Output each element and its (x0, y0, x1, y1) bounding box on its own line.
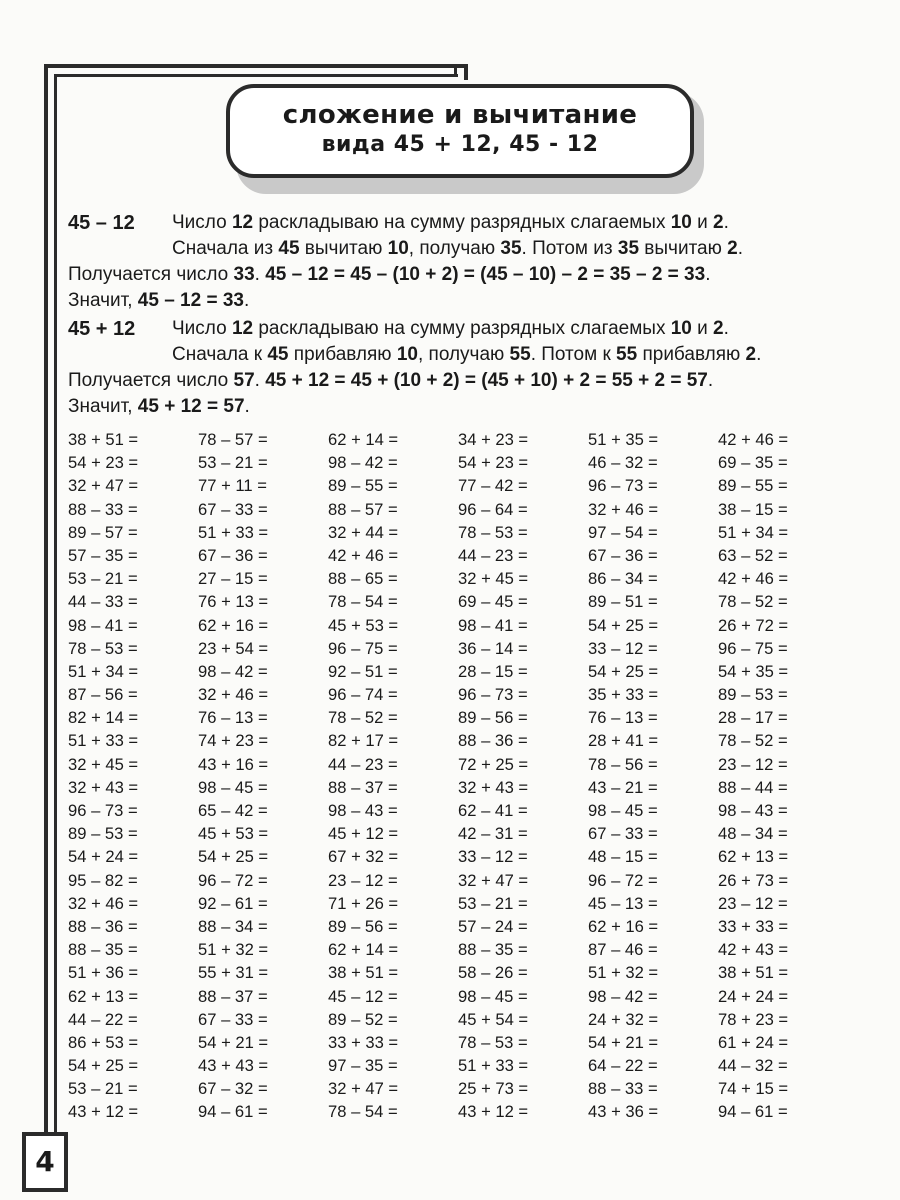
exercise-item: 74 + 15 = (718, 1079, 789, 1099)
exercise-item: 23 + 54 = (198, 638, 269, 658)
exercise-item: 51 + 33 = (68, 731, 139, 751)
exercise-item: 42 + 46 = (718, 569, 789, 589)
exercise-item: 86 + 53 = (68, 1032, 139, 1052)
exercise-item: 78 – 54 = (328, 592, 398, 612)
exercise-item: 32 + 45 = (458, 569, 529, 589)
exercise-item: 32 + 46 = (588, 499, 659, 519)
exercise-item: 44 – 23 = (458, 545, 528, 565)
exercise-item: 32 + 45 = (68, 754, 139, 774)
exercise-item: 54 + 21 = (588, 1032, 659, 1052)
exercise-item: 97 – 35 = (328, 1056, 398, 1076)
exercise-item: 43 + 12 = (458, 1102, 529, 1122)
exercise-item: 58 – 26 = (458, 963, 528, 983)
exercise-item: 53 – 21 = (458, 893, 528, 913)
exercise-item: 88 – 37 = (328, 777, 398, 797)
exercise-item: 76 – 13 = (198, 708, 268, 728)
exercise-item: 92 – 51 = (328, 661, 398, 681)
exercise-item: 86 – 34 = (588, 569, 658, 589)
explanation-line: Значит, 45 + 12 = 57. (68, 396, 250, 417)
exercise-item: 88 – 37 = (198, 986, 268, 1006)
exercise-column (458, 428, 588, 1124)
exercise-item: 26 + 72 = (718, 615, 789, 635)
exercise-item: 88 – 34 = (198, 916, 268, 936)
exercise-item: 97 – 54 = (588, 522, 658, 542)
explanation-label: 45 + 12 (68, 318, 136, 340)
exercise-item: 89 – 55 = (718, 476, 788, 496)
exercise-item: 89 – 53 = (68, 824, 138, 844)
exercise-item: 51 + 33 = (198, 522, 269, 542)
exercise-item: 96 – 72 = (198, 870, 268, 890)
exercise-item: 98 – 42 = (198, 661, 268, 681)
exercise-item: 89 – 55 = (328, 476, 398, 496)
explanation-line: Значит, 45 – 12 = 33. (68, 290, 250, 311)
page-number: 4 (22, 1132, 68, 1192)
exercise-item: 98 – 41 = (68, 615, 138, 635)
exercise-item: 54 + 25 = (198, 847, 269, 867)
exercise-item: 51 + 35 = (588, 430, 659, 449)
explanation-line: Получается число 57. 45 + 12 = 45 + (10 + 2) = (45 + 10) + 2 = 55 + 2 = 57. (68, 370, 714, 391)
exercise-item: 96 – 75 = (328, 638, 398, 658)
exercise-item: 78 + 23 = (718, 1009, 789, 1029)
exercise-item: 33 – 12 = (588, 638, 658, 658)
exercise-item: 62 – 41 = (458, 801, 528, 820)
exercise-item: 89 – 51 = (588, 592, 658, 612)
exercise-item: 67 – 33 = (198, 1009, 268, 1029)
exercise-grid (68, 428, 868, 1124)
exercise-item: 42 – 31 = (458, 824, 528, 844)
exercise-item: 88 – 33 = (588, 1079, 658, 1099)
exercise-item: 67 – 32 = (198, 1079, 268, 1099)
exercise-item: 65 – 42 = (198, 801, 268, 820)
exercise-item: 96 – 75 = (718, 638, 788, 658)
exercise-item: 96 – 72 = (588, 870, 658, 890)
exercise-item: 78 – 53 = (458, 522, 528, 542)
exercise-item: 78 – 53 = (458, 1032, 528, 1052)
exercise-item: 54 + 21 = (198, 1032, 269, 1052)
exercise-item: 67 – 36 = (198, 545, 268, 565)
exercise-item: 43 + 12 = (68, 1102, 139, 1122)
exercise-item: 94 – 61 = (198, 1102, 268, 1122)
explanation-line: Число 12 раскладываю на сумму разрядных слагаемых 10 и 2. (172, 212, 729, 233)
exercise-item: 24 + 32 = (588, 1009, 659, 1029)
exercise-item: 32 + 47 = (68, 476, 139, 496)
exercise-item: 87 – 46 = (588, 940, 658, 960)
exercise-column (588, 428, 718, 1124)
exercise-item: 32 + 44 = (328, 522, 399, 542)
exercise-item: 48 – 15 = (588, 847, 658, 867)
exercise-item: 32 + 43 = (68, 777, 139, 797)
explanation-addition (68, 316, 858, 420)
exercise-item: 51 + 32 = (198, 940, 269, 960)
explanation-line: Сначала из 45 вычитаю 10, получаю 35. Потом из 35 вычитаю 2. (172, 238, 744, 259)
exercise-item: 32 + 47 = (458, 870, 529, 890)
exercise-item: 23 – 12 = (718, 754, 788, 774)
exercise-item: 57 – 35 = (68, 545, 138, 565)
exercise-item: 62 + 16 = (588, 916, 659, 936)
exercise-item: 23 – 12 = (718, 893, 788, 913)
exercise-item: 53 – 21 = (68, 1079, 138, 1099)
exercise-item: 64 – 22 = (588, 1056, 658, 1076)
exercise-item: 98 – 41 = (458, 615, 528, 635)
exercise-item: 38 + 51 = (718, 963, 789, 983)
exercise-item: 43 + 16 = (198, 754, 269, 774)
exercise-item: 71 + 26 = (328, 893, 399, 913)
exercise-column (328, 428, 458, 1124)
exercise-item: 62 + 14 = (328, 940, 399, 960)
exercise-item: 69 – 45 = (458, 592, 528, 612)
exercise-item: 44 – 32 = (718, 1056, 788, 1076)
exercise-item: 54 + 25 = (588, 661, 659, 681)
exercise-item: 78 – 52 = (718, 731, 788, 751)
exercise-item: 72 + 25 = (458, 754, 529, 774)
exercise-item: 46 – 32 = (588, 453, 658, 473)
exercise-item: 96 – 73 = (588, 476, 658, 496)
exercise-item: 33 – 12 = (458, 847, 528, 867)
exercise-item: 54 + 35 = (718, 661, 789, 681)
exercise-item: 35 + 33 = (588, 685, 659, 705)
exercise-item: 32 + 46 = (198, 685, 269, 705)
exercise-item: 54 + 24 = (68, 847, 139, 867)
exercise-item: 77 – 42 = (458, 476, 528, 496)
exercise-item: 76 + 13 = (198, 592, 269, 612)
exercise-column (718, 428, 848, 1124)
exercise-item: 98 – 42 = (328, 453, 398, 473)
exercise-item: 87 – 56 = (68, 685, 138, 705)
exercise-item: 89 – 52 = (328, 1009, 398, 1029)
exercise-item: 51 + 36 = (68, 963, 139, 983)
exercise-item: 78 – 57 = (198, 430, 268, 449)
exercise-item: 96 – 64 = (458, 499, 528, 519)
exercise-item: 38 – 15 = (718, 499, 788, 519)
frame-corner (454, 64, 457, 77)
title-box (226, 84, 694, 178)
exercise-item: 23 – 12 = (328, 870, 398, 890)
exercise-item: 48 – 34 = (718, 824, 788, 844)
exercise-item: 33 + 33 = (718, 916, 789, 936)
exercise-item: 53 – 21 = (68, 569, 138, 589)
exercise-item: 32 + 43 = (458, 777, 529, 797)
exercise-item: 76 – 13 = (588, 708, 658, 728)
exercise-item: 54 + 23 = (458, 453, 529, 473)
exercise-item: 62 + 13 = (68, 986, 139, 1006)
exercise-item: 88 – 65 = (328, 569, 398, 589)
exercise-item: 98 – 45 = (458, 986, 528, 1006)
exercise-item: 27 – 15 = (198, 569, 268, 589)
exercise-item: 44 – 23 = (328, 754, 398, 774)
exercise-item: 88 – 36 = (68, 916, 138, 936)
exercise-item: 33 + 33 = (328, 1032, 399, 1052)
exercise-item: 55 + 31 = (198, 963, 269, 983)
exercise-item: 62 + 16 = (198, 615, 269, 635)
exercise-item: 38 + 51 = (328, 963, 399, 983)
exercise-item: 32 + 47 = (328, 1079, 399, 1099)
exercise-item: 96 – 74 = (328, 685, 398, 705)
exercise-item: 92 – 61 = (198, 893, 268, 913)
exercise-item: 89 – 53 = (718, 685, 788, 705)
explanation-line: Сначала к 45 прибавляю 10, получаю 55. Потом к 55 прибавляю 2. (172, 344, 762, 365)
exercise-item: 67 – 33 = (198, 499, 268, 519)
exercise-item: 67 – 33 = (588, 824, 658, 844)
exercise-item: 43 – 21 = (588, 777, 658, 797)
exercise-item: 98 – 43 = (328, 801, 398, 820)
exercise-item: 82 + 14 = (68, 708, 139, 728)
explanation-label: 45 – 12 (68, 212, 135, 234)
exercise-item: 78 – 52 = (328, 708, 398, 728)
exercise-item: 25 + 73 = (458, 1079, 529, 1099)
exercise-item: 96 – 73 = (458, 685, 528, 705)
exercise-item: 78 – 52 = (718, 592, 788, 612)
exercise-item: 57 – 24 = (458, 916, 528, 936)
exercise-item: 28 + 41 = (588, 731, 659, 751)
exercise-item: 32 + 46 = (68, 893, 139, 913)
exercise-item: 38 + 51 = (68, 430, 139, 449)
exercise-item: 96 – 73 = (68, 801, 138, 820)
exercise-item: 28 – 17 = (718, 708, 788, 728)
exercise-item: 45 + 12 = (328, 824, 399, 844)
exercise-item: 88 – 35 = (458, 940, 528, 960)
title-line-2: вида 45 + 12, 45 - 12 (321, 132, 599, 157)
exercise-item: 74 + 23 = (198, 731, 269, 751)
exercise-item: 45 + 54 = (458, 1009, 529, 1029)
exercise-item: 78 – 56 = (588, 754, 658, 774)
exercise-item: 34 + 23 = (458, 430, 529, 449)
exercise-item: 26 + 73 = (718, 870, 789, 890)
exercise-item: 54 + 23 = (68, 453, 139, 473)
explanation-subtraction (68, 210, 858, 314)
exercise-item: 98 – 45 = (588, 801, 658, 820)
exercise-item: 45 – 13 = (588, 893, 658, 913)
title-line-1: сложение и вычитание (282, 100, 638, 130)
exercise-item: 36 – 14 = (458, 638, 528, 658)
exercise-item: 89 – 56 = (328, 916, 398, 936)
exercise-item: 51 + 34 = (68, 661, 139, 681)
exercise-item: 53 – 21 = (198, 453, 268, 473)
exercise-item: 78 – 54 = (328, 1102, 398, 1122)
explanation-line: Получается число 33. 45 – 12 = 45 – (10 + 2) = (45 – 10) – 2 = 35 – 2 = 33. (68, 264, 711, 285)
exercise-item: 42 + 43 = (718, 940, 789, 960)
exercise-item: 51 + 33 = (458, 1056, 529, 1076)
exercise-item: 88 – 44 = (718, 777, 788, 797)
exercise-item: 45 + 53 = (198, 824, 269, 844)
exercise-item: 89 – 56 = (458, 708, 528, 728)
exercise-item: 69 – 35 = (718, 453, 788, 473)
exercise-item: 98 – 43 = (718, 801, 788, 820)
exercise-item: 62 + 14 = (328, 430, 399, 449)
exercise-item: 54 + 25 = (68, 1056, 139, 1076)
exercise-item: 43 + 43 = (198, 1056, 269, 1076)
exercise-column (68, 428, 198, 1124)
exercise-item: 88 – 33 = (68, 499, 138, 519)
explanation-line: Число 12 раскладываю на сумму разрядных слагаемых 10 и 2. (172, 318, 729, 339)
exercise-item: 42 + 46 = (718, 430, 789, 449)
exercise-item: 51 + 34 = (718, 522, 789, 542)
exercise-column (198, 428, 328, 1124)
exercise-item: 24 + 24 = (718, 986, 789, 1006)
exercise-item: 94 – 61 = (718, 1102, 788, 1122)
exercise-item: 54 + 25 = (588, 615, 659, 635)
exercise-item: 45 – 12 = (328, 986, 398, 1006)
exercise-item: 78 – 53 = (68, 638, 138, 658)
exercise-item: 98 – 42 = (588, 986, 658, 1006)
exercise-item: 44 – 33 = (68, 592, 138, 612)
exercise-item: 98 – 45 = (198, 777, 268, 797)
exercise-item: 45 + 53 = (328, 615, 399, 635)
exercise-item: 42 + 46 = (328, 545, 399, 565)
exercise-item: 88 – 57 = (328, 499, 398, 519)
exercise-item: 62 + 13 = (718, 847, 789, 867)
exercise-item: 88 – 35 = (68, 940, 138, 960)
exercise-item: 95 – 82 = (68, 870, 138, 890)
exercise-item: 67 – 36 = (588, 545, 658, 565)
exercise-item: 44 – 22 = (68, 1009, 138, 1029)
exercise-item: 43 + 36 = (588, 1102, 659, 1122)
exercise-item: 88 – 36 = (458, 731, 528, 751)
exercise-item: 77 + 11 = (198, 476, 267, 496)
exercise-item: 89 – 57 = (68, 522, 138, 542)
exercise-item: 63 – 52 = (718, 545, 788, 565)
exercise-item: 28 – 15 = (458, 661, 528, 681)
exercise-item: 51 + 32 = (588, 963, 659, 983)
exercise-item: 67 + 32 = (328, 847, 399, 867)
exercise-item: 82 + 17 = (328, 731, 399, 751)
exercise-item: 61 + 24 = (718, 1032, 789, 1052)
